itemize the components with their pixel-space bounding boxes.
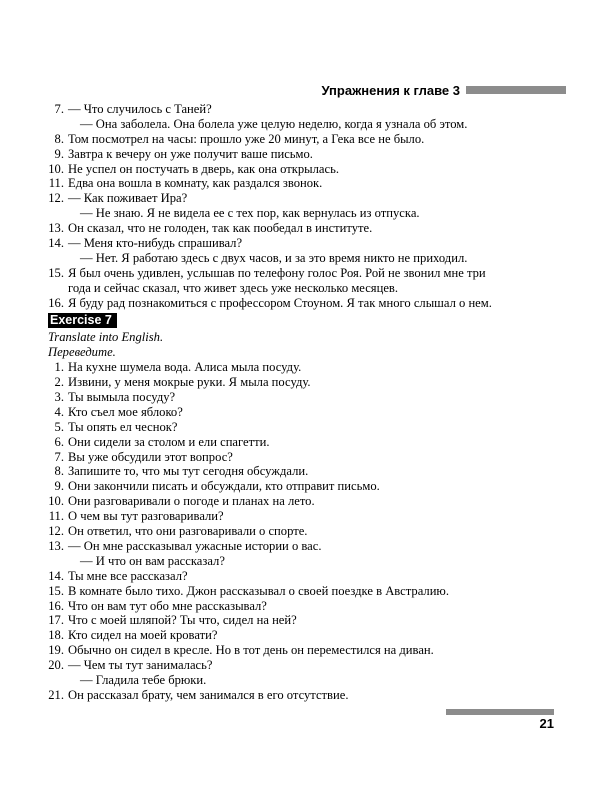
item-number: 10. [48, 494, 64, 509]
item-text: На кухне шумела вода. Алиса мыла посуду. [68, 360, 302, 375]
list-item [48, 375, 564, 390]
item-number: 3. [54, 390, 64, 405]
item-number: 15. [48, 583, 64, 598]
item-text: Он рассказал брату, чем занимался в его отсутствие. [68, 687, 349, 702]
item-text: Ты мне все рассказал? [68, 568, 188, 583]
item-number: 2. [54, 375, 64, 390]
item-number: 20. [48, 658, 64, 673]
list-item [48, 405, 564, 420]
item-text: — Как поживает Ира? [68, 191, 188, 206]
page-content [48, 102, 564, 703]
list-item [48, 658, 564, 673]
list-item [48, 296, 564, 311]
item-text: Я был очень удивлен, услышав по телефону голос Роя. Рой не звонил мне три [68, 265, 486, 280]
exercise-label: Exercise 7 [48, 313, 117, 328]
item-number: 18. [48, 628, 64, 643]
item-number: 12. [48, 191, 64, 206]
list-item [48, 524, 564, 539]
list-item [48, 613, 564, 628]
list-item [48, 420, 564, 435]
item-text: Ты вымыла посуду? [68, 390, 176, 405]
list-item-continuation [48, 673, 564, 688]
item-text: Завтра к вечеру он уже получит ваше письмо. [68, 146, 313, 161]
item-number: 10. [48, 161, 64, 176]
item-number: 16. [48, 295, 64, 310]
item-number: 4. [54, 404, 64, 419]
list-item [48, 584, 564, 599]
exercise-7-list [48, 360, 564, 702]
list-item-continuation [48, 251, 564, 266]
item-number: 9. [54, 146, 64, 161]
instruction-english: Translate into English. [48, 330, 164, 345]
list-item-continuation [48, 281, 564, 296]
list-item [48, 628, 564, 643]
header-decoration-bar [466, 86, 566, 94]
item-text: года и сейчас сказал, что живет здесь уже несколько месяцев. [68, 280, 399, 295]
list-item [48, 191, 564, 206]
item-number: 14. [48, 236, 64, 251]
item-number: 16. [48, 598, 64, 613]
list-item [48, 464, 564, 479]
list-item-continuation [48, 117, 564, 132]
item-text: Не успел он постучать в дверь, как она открылась. [68, 161, 339, 176]
item-text: Что он вам тут обо мне рассказывал? [68, 598, 267, 613]
item-number: 1. [54, 360, 64, 375]
item-text: Извини, у меня мокрые руки. Я мыла посуду. [68, 375, 311, 390]
page-number: 21 [539, 716, 554, 731]
item-number: 9. [54, 479, 64, 494]
list-item [48, 599, 564, 614]
item-number: 7. [54, 449, 64, 464]
item-number: 21. [48, 687, 64, 702]
list-item [48, 479, 564, 494]
item-number: 7. [54, 102, 64, 116]
list-item [48, 643, 564, 658]
item-number: 5. [54, 419, 64, 434]
item-text: — Чем ты тут занималась? [68, 658, 213, 673]
item-number: 14. [48, 568, 64, 583]
running-header [321, 82, 566, 98]
item-text: — Он мне рассказывал ужасные истории о вас. [68, 538, 322, 553]
chapter-title: Упражнения к главе 3 [321, 82, 460, 98]
list-item [48, 147, 564, 162]
list-item [48, 236, 564, 251]
list-item [48, 450, 564, 465]
list-item-continuation [48, 206, 564, 221]
item-text: — Что случилось с Таней? [68, 102, 212, 116]
item-text: — Гладила тебе брюки. [80, 672, 207, 687]
item-text: Том посмотрел на часы: прошло уже 20 минут, а Гека все не было. [68, 131, 425, 146]
list-item [48, 162, 564, 177]
item-text: Он сказал, что не голоден, так как пообедал в институте. [68, 221, 373, 236]
item-text: — И что он вам рассказал? [80, 553, 225, 568]
instruction-russian: Переведите. [48, 345, 116, 360]
item-text: Кто съел мое яблоко? [68, 404, 183, 419]
item-text: — Меня кто-нибудь спрашивал? [68, 236, 243, 251]
item-text: Они сидели за столом и ели спагетти. [68, 434, 270, 449]
list-item [48, 494, 564, 509]
item-number: 8. [54, 464, 64, 479]
list-item [48, 360, 564, 375]
exercise-heading [48, 313, 564, 328]
list-item [48, 102, 564, 117]
list-item [48, 132, 564, 147]
list-item [48, 266, 564, 281]
item-text: Я буду рад познакомиться с профессором Стоуном. Я так много слышал о нем. [68, 295, 492, 310]
item-text: Что с моей шляпой? Ты что, сидел на ней? [68, 613, 297, 628]
list-item-continuation [48, 554, 564, 569]
list-item [48, 390, 564, 405]
list-item [48, 569, 564, 584]
item-number: 17. [48, 613, 64, 628]
list-item [48, 221, 564, 236]
item-text: В комнате было тихо. Джон рассказывал о своей поездке в Австралию. [68, 583, 449, 598]
list-item [48, 509, 564, 524]
item-number: 8. [54, 131, 64, 146]
item-text: О чем вы тут разговаривали? [68, 509, 224, 524]
item-number: 13. [48, 221, 64, 236]
list-item [48, 539, 564, 554]
item-number: 12. [48, 524, 64, 539]
item-number: 6. [54, 434, 64, 449]
item-text: Он ответил, что они разговаривали о спорте. [68, 524, 308, 539]
list-item [48, 176, 564, 191]
item-text: — Не знаю. Я не видела ее с тех пор, как вернулась из отпуска. [80, 206, 420, 221]
item-number: 15. [48, 265, 64, 280]
item-number: 19. [48, 643, 64, 658]
item-text: Едва она вошла в комнату, как раздался звонок. [68, 176, 323, 191]
item-text: Ты опять ел чеснок? [68, 419, 178, 434]
exercise-6-continuation [48, 102, 564, 310]
item-text: Они разговаривали о погоде и планах на лето. [68, 494, 315, 509]
item-text: Вы уже обсудили этот вопрос? [68, 449, 233, 464]
item-text: Кто сидел на моей кровати? [68, 628, 218, 643]
list-item [48, 688, 564, 703]
list-item [48, 435, 564, 450]
item-text: Обычно он сидел в кресле. Но в тот день он переместился на диван. [68, 643, 434, 658]
item-text: Запишите то, что мы тут сегодня обсуждали. [68, 464, 309, 479]
item-text: — Нет. Я работаю здесь с двух часов, и за это время никто не приходил. [80, 250, 468, 265]
item-number: 13. [48, 538, 64, 553]
item-text: Они закончили писать и обсуждали, кто отправит письмо. [68, 479, 380, 494]
item-number: 11. [48, 509, 64, 524]
footer-decoration-bar [446, 709, 554, 715]
item-text: — Она заболела. Она болела уже целую неделю, когда я узнала об этом. [80, 116, 468, 131]
item-number: 11. [48, 176, 64, 191]
